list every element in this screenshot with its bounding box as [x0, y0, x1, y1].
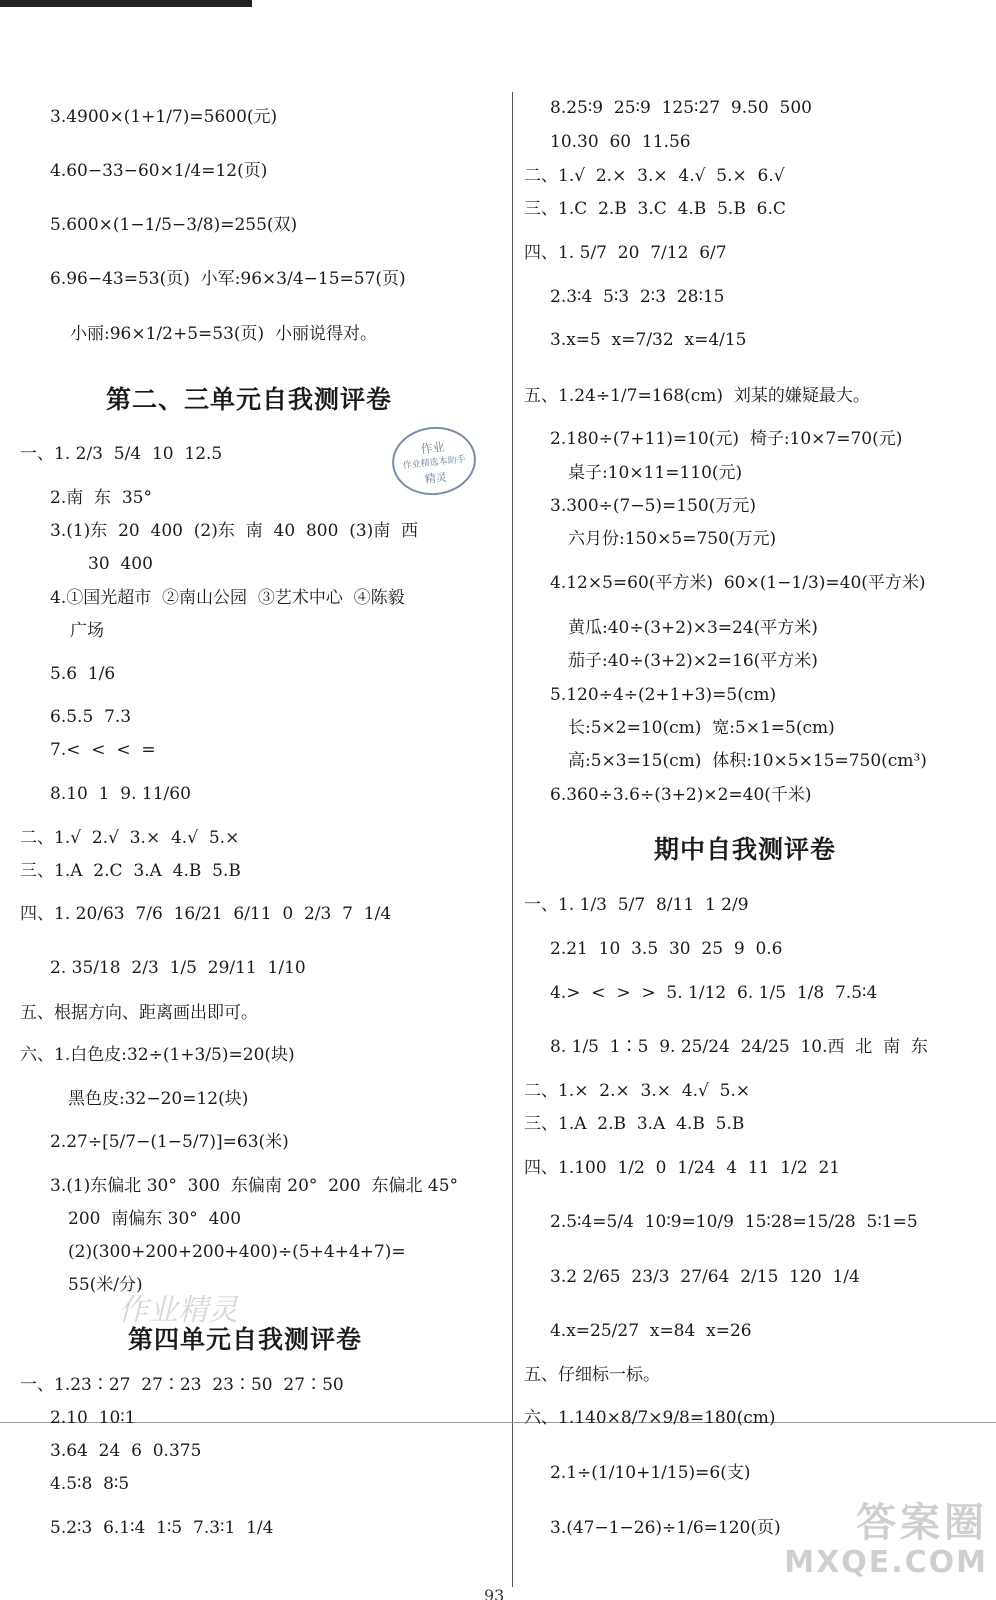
answer-line: 2.27÷[5/7−(1−5/7)]=63(米)	[50, 1132, 289, 1152]
answer-line: 3.(47−1−26)÷1/6=120(页)	[550, 1518, 781, 1538]
answer-line: 二、1.√ 2.× 3.× 4.√ 5.× 6.√	[524, 166, 785, 186]
stamp	[389, 423, 480, 499]
answer-line: 2.10 10∶1	[50, 1408, 136, 1428]
stamp-text: 精灵	[424, 470, 448, 486]
answer-line: 六、1.140×8/7×9/8=180(cm)	[524, 1408, 776, 1428]
stamp-text: 作业	[419, 439, 446, 457]
answer-line: 2.180÷(7+11)=10(元) 椅子:10×7=70(元)	[550, 429, 903, 449]
answer-line: 2.南 东 35°	[50, 488, 152, 508]
answer-line: 四、1. 5/7 20 7/12 6/7	[524, 243, 727, 263]
section-title: 期中自我测评卷	[654, 835, 837, 864]
answer-line: 5.2∶3 6.1∶4 1∶5 7.3∶1 1/4	[50, 1518, 274, 1538]
answer-line: 五、根据方向、距离画出即可。	[20, 1003, 258, 1023]
answer-line: 黄瓜:40÷(3+2)×3=24(平方米)	[568, 618, 818, 638]
answer-line: 二、1.√ 2.√ 3.× 4.√ 5.×	[20, 828, 240, 848]
answer-line: 2.5∶4=5/4 10∶9=10/9 15∶28=15/28 5∶1=5	[550, 1212, 918, 1232]
answer-line: 4.> < > > 5. 1/12 6. 1/5 1/8 7.5∶4	[550, 983, 878, 1003]
answer-line: 8. 1/5 1∶5 9. 25/24 24/25 10.西 北 南 东	[550, 1037, 928, 1057]
answer-line: 茄子:40÷(3+2)×2=16(平方米)	[568, 651, 818, 671]
answer-line: 四、1.100 1/2 0 1/24 4 11 1/2 21	[524, 1158, 841, 1178]
answer-line: 高:5×3=15(cm) 体积:10×5×15=750(cm³)	[568, 751, 927, 771]
watermark-text: 答案圈	[856, 1500, 988, 1546]
answer-line: 桌子:10×11=110(元)	[568, 463, 743, 483]
answer-line: 广场	[70, 621, 104, 641]
answer-line: 2.1÷(1/10+1/15)=6(支)	[550, 1463, 751, 1483]
answer-line: 3.(1)东偏北 30° 300 东偏南 20° 200 东偏北 45°	[50, 1176, 459, 1196]
answer-line: 三、1.C 2.B 3.C 4.B 5.B 6.C	[524, 199, 786, 219]
answer-line: 6.5.5 7.3	[50, 707, 132, 727]
answer-line: 55(米/分)	[68, 1275, 143, 1295]
scan-line	[0, 1422, 996, 1423]
answer-line: 4.5∶8 8∶5	[50, 1474, 130, 1494]
answer-line: 一、1.23∶27 27∶23 23∶50 27∶50	[20, 1375, 344, 1395]
watermark	[784, 1500, 988, 1581]
answer-line: 2.3∶4 5∶3 2∶3 28∶15	[550, 287, 725, 307]
answer-line: 一、1. 1/3 5/7 8/11 1 2/9	[524, 895, 749, 915]
section-title: 第四单元自我测评卷	[128, 1325, 363, 1354]
answer-line: 8.10 1 9. 11/60	[50, 784, 191, 804]
answer-line: 六、1.白色皮:32÷(1+3/5)=20(块)	[20, 1045, 295, 1065]
answer-line: 五、1.24÷1/7=168(cm) 刘某的嫌疑最大。	[524, 386, 870, 406]
top-edge-bar	[0, 0, 252, 7]
answer-line: 小丽:96×1/2+5=53(页) 小丽说得对。	[70, 324, 377, 344]
answer-line: (2)(300+200+200+400)÷(5+4+4+7)=	[68, 1242, 406, 1262]
answer-line: 3.4900×(1+1/7)=5600(元)	[50, 107, 278, 127]
answer-line: 五、仔细标一标。	[524, 1365, 660, 1385]
answer-line: 3.x=5 x=7/32 x=4/15	[550, 330, 747, 350]
answer-line: 三、1.A 2.C 3.A 4.B 5.B	[20, 861, 241, 881]
answer-line: 3.2 2/65 23/3 27/64 2/15 120 1/4	[550, 1267, 860, 1287]
answer-line: 黑色皮:32−20=12(块)	[68, 1089, 249, 1109]
answer-line: 4.12×5=60(平方米) 60×(1−1/3)=40(平方米)	[550, 573, 926, 593]
faint-watermark: 作业精灵	[118, 1293, 238, 1328]
stamp-text: 作业精选本助手	[402, 454, 467, 472]
answer-line: 六月份:150×5=750(万元)	[568, 529, 777, 549]
section-title: 第二、三单元自我测评卷	[106, 385, 393, 414]
answer-line: 长:5×2=10(cm) 宽:5×1=5(cm)	[568, 718, 835, 738]
answer-line: 6.360÷3.6÷(3+2)×2=40(千米)	[550, 785, 812, 805]
answer-line: 3.300÷(7−5)=150(万元)	[550, 496, 757, 516]
answer-line: 2. 35/18 2/3 1/5 29/11 1/10	[50, 958, 306, 978]
answer-line: 三、1.A 2.B 3.A 4.B 5.B	[524, 1114, 745, 1134]
answer-line: 4.①国光超市 ②南山公园 ③艺术中心 ④陈毅	[50, 588, 405, 608]
page-number: 93	[484, 1586, 505, 1600]
answer-line: 四、1. 20/63 7/6 16/21 6/11 0 2/3 7 1/4	[20, 904, 392, 924]
answer-line: 5.6 1/6	[50, 664, 116, 684]
answer-line: 8.25∶9 25∶9 125∶27 9.50 500	[550, 98, 812, 118]
answer-line: 4.x=25/27 x=84 x=26	[550, 1321, 752, 1341]
answer-line: 4.60−33−60×1/4=12(页)	[50, 161, 268, 181]
answer-line: 5.600×(1−1/5−3/8)=255(双)	[50, 215, 298, 235]
watermark-text: MXQE.COM	[784, 1545, 988, 1580]
column-divider	[512, 92, 513, 1587]
answer-line: 3.(1)东 20 400 (2)东 南 40 800 (3)南 西	[50, 521, 419, 541]
answer-line: 一、1. 2/3 5/4 10 12.5	[20, 444, 223, 464]
answer-line: 5.120÷4÷(2+1+3)=5(cm)	[550, 685, 777, 705]
answer-line: 二、1.× 2.× 3.× 4.√ 5.×	[524, 1081, 751, 1101]
answer-line: 10.30 60 11.56	[550, 132, 691, 152]
answer-line: 7.< < < =	[50, 740, 156, 760]
answer-line: 3.64 24 6 0.375	[50, 1441, 202, 1461]
answer-line: 2.21 10 3.5 30 25 9 0.6	[550, 939, 783, 959]
answer-line: 6.96−43=53(页) 小军:96×3/4−15=57(页)	[50, 269, 406, 289]
answer-line: 200 南偏东 30° 400	[68, 1209, 242, 1229]
answer-line: 30 400	[88, 554, 153, 574]
